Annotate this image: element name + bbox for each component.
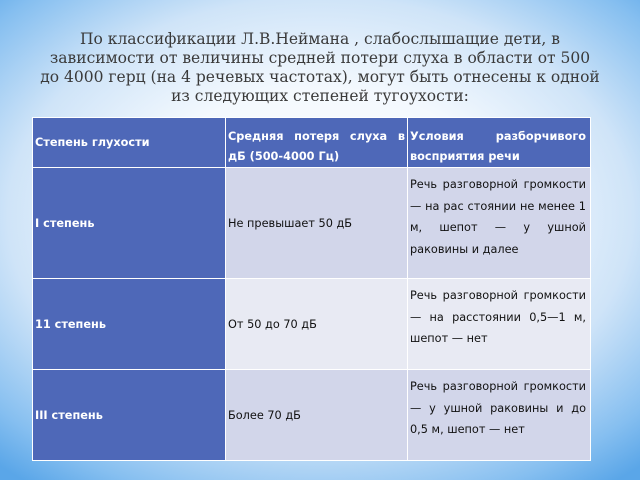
loss-cell: От 50 до 70 дБ <box>226 279 408 370</box>
loss-cell: Более 70 дБ <box>226 370 408 461</box>
table-header-row <box>33 118 591 168</box>
header-degree: Степень глухости <box>33 118 226 168</box>
slide-title: По классификации Л.В.Неймана , слабослышащие дети, в зависимости от величины средней потери слуха в области от 500 до 4000 герц (на 4 речевых частотах), могут быть отнесены к одной из следующих степеней тугоухости: <box>40 30 600 105</box>
degree-cell: III степень <box>33 370 226 461</box>
table-row <box>33 168 591 279</box>
table-row <box>33 370 591 461</box>
table-row <box>33 279 591 370</box>
condition-cell: Речь разговорной громкости — на расстоянии 0,5—1 м, шепот — нет <box>408 279 591 370</box>
condition-cell: Речь разговорной громкости — на рас стоянии не менее 1 м, шепот — у ушной раковины и далее <box>408 168 591 279</box>
condition-cell: Речь разговорной громкости — у ушной раковины и до 0,5 м, шепот — нет <box>408 370 591 461</box>
header-average-loss: Средняя потеря слуха в дБ (500-4000 Гц) <box>226 118 408 168</box>
loss-cell: Не превышает 50 дБ <box>226 168 408 279</box>
header-perception-conditions: Условия разборчивого восприятия речи <box>408 118 591 168</box>
degree-cell: I степень <box>33 168 226 279</box>
hearing-loss-table <box>32 117 591 461</box>
degree-cell: 11 степень <box>33 279 226 370</box>
